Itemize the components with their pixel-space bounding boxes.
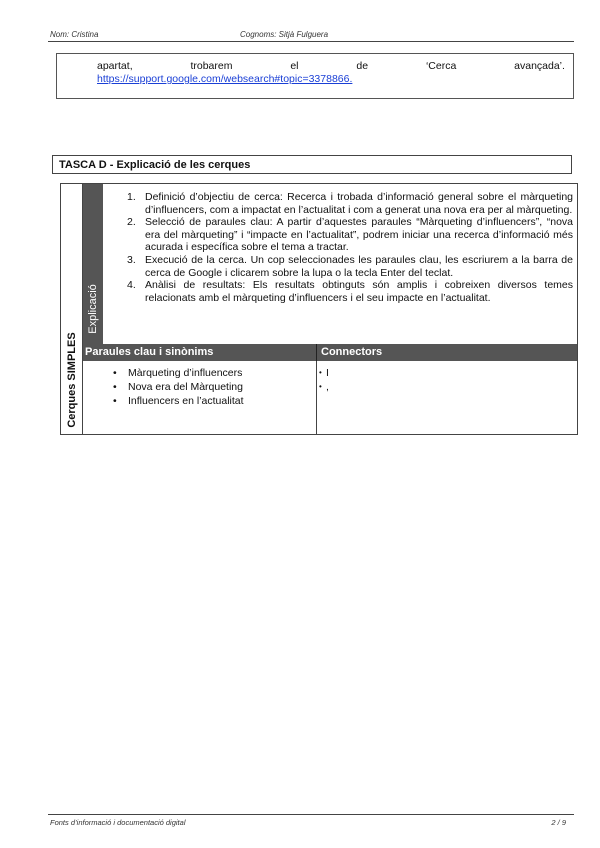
table-header-row [83,344,577,361]
explanation-label-column [83,184,103,344]
support-link[interactable]: https://support.google.com/websearch#topic=3378866. [97,73,353,85]
header-name: Nom: Cristina [50,30,99,39]
intro-box [56,53,574,99]
keyword-item: • Màrqueting d’influencers [113,366,244,380]
intro-word: ‘Cerca [425,60,457,72]
connectors-header: Connectors [321,346,383,358]
keyword-item: • Influencers en l’actualitat [113,394,244,408]
intro-word: apartat, [97,60,133,72]
connector-item: • I [319,366,329,380]
header-divider [316,344,317,361]
search-table [60,183,578,435]
step-item [121,254,573,279]
step-item [121,279,573,304]
page-number: 2 / 9 [551,818,566,827]
explanation-content [121,191,573,304]
step-text: Anàlisi de resultats: Els resultats obtinguts són amplis i cobreixen diversos temes relacionats amb el màrqueting d’influencers i el seu impacte en l’actualitat. [145,279,573,304]
footer-source: Fonts d’informació i documentació digital [50,818,186,827]
intro-word: de [356,60,369,72]
page-footer [48,814,574,827]
step-text: Definició d’objectiu de cerca: Recerca i trobada d’informació general sobre el màrqueting d’influencers, com a impactat en l’actualitat i com a generat una nova era per al màrqueting. [145,191,573,216]
step-text: Selecció de paraules clau: A partir d’aquestes paraules “Màrqueting d’influencers”, “nova era del màrqueting” i “impacte en l’actualitat”, podrem iniciar una recerca d’informació més acurada i específica sobre el tema a tractar. [145,216,573,254]
intro-word: avançada’. [514,60,565,72]
intro-text-line [97,60,565,72]
keyword-item: • Nova era del Màrqueting [113,380,244,394]
side-label-column [61,184,83,434]
keywords-list [113,366,244,408]
side-label: Cerques SIMPLES [65,332,78,428]
header-surnames: Cognoms: Sitjà Fulguera [240,30,329,39]
step-item [121,191,573,216]
intro-word: trobarem [190,60,233,72]
task-title: TASCA D - Explicació de les cerques [52,155,572,174]
connectors-list [319,366,329,394]
step-number: 2. [127,216,136,229]
page-header [48,29,574,42]
keywords-header: Paraules clau i sinònims [85,346,214,358]
connectors-cell [317,361,577,434]
step-item [121,216,573,254]
connector-item: • , [319,380,329,394]
step-text: Execució de la cerca. Un cop seleccionades les paraules clau, les escriurem a la barra de cerca de Google i clicarem sobre la lupa o la tecla Enter del teclat. [145,253,573,279]
step-number: 3. [127,253,136,266]
intro-word: el [290,60,299,72]
step-number: 1. [127,191,136,203]
step-number: 4. [127,279,136,292]
keywords-cell [83,361,317,434]
explanation-label: Explicació [87,284,99,334]
steps-list [121,191,573,304]
